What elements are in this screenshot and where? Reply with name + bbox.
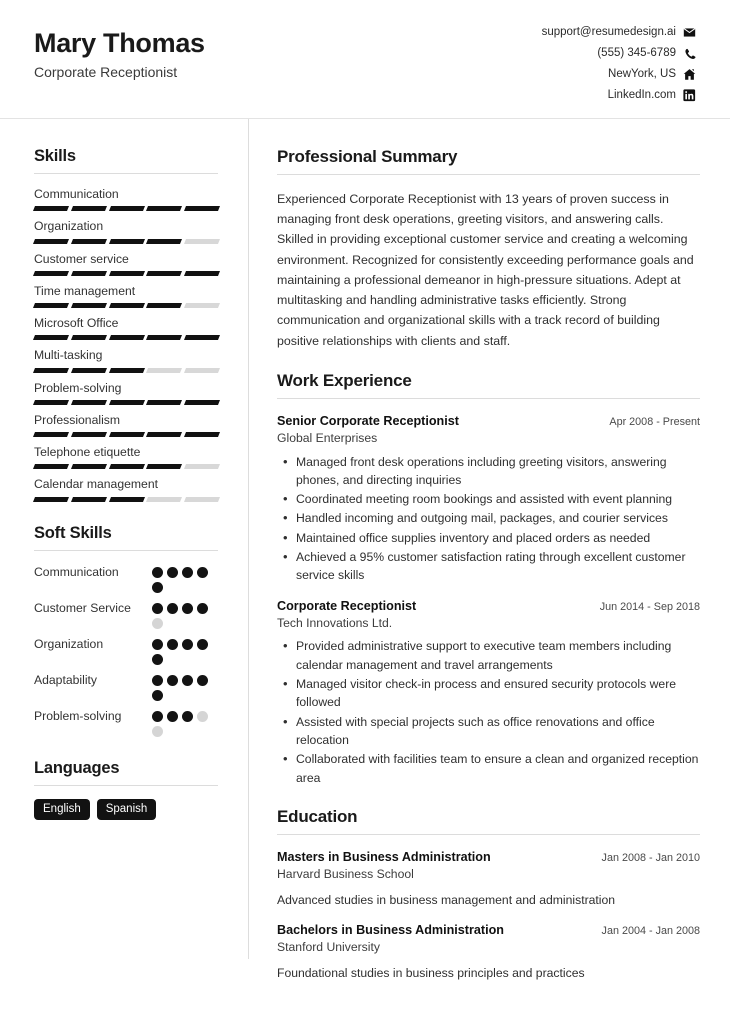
skill-level-bar bbox=[34, 497, 219, 502]
skills-list bbox=[34, 187, 218, 502]
soft-skill-label: Problem-solving bbox=[34, 708, 122, 723]
home-icon bbox=[683, 68, 696, 81]
experience-bullet: • Achieved a 95% customer satisfaction rating through excellent customer service skills bbox=[277, 548, 700, 585]
rating-dot bbox=[197, 567, 208, 578]
soft-skill-rating bbox=[152, 708, 218, 737]
rating-dot bbox=[152, 603, 163, 614]
experience-role: Senior Corporate Receptionist bbox=[277, 413, 459, 428]
skill-bar-segment bbox=[71, 464, 107, 469]
rating-dot bbox=[167, 603, 178, 614]
experience-bullet: • Managed front desk operations including greeting visitors, answering phones, and directing inquiries bbox=[277, 453, 700, 490]
skill-label: Telephone etiquette bbox=[34, 445, 141, 459]
contact-row[interactable] bbox=[542, 47, 696, 60]
experience-entry bbox=[277, 413, 700, 585]
sidebar bbox=[0, 119, 248, 1002]
skill-bar-segment bbox=[109, 432, 145, 437]
skill-bar-segment bbox=[109, 497, 145, 502]
experience-dates: Jun 2014 - Sep 2018 bbox=[599, 600, 700, 613]
linkedin-icon bbox=[683, 89, 696, 102]
skill-bar-segment bbox=[146, 464, 182, 469]
rating-dot bbox=[152, 690, 163, 701]
entry-header bbox=[277, 598, 700, 614]
experience-bullet: • Provided administrative support to executive team members including calendar management and travel arrangements bbox=[277, 637, 700, 674]
skill-bar-segment bbox=[109, 206, 145, 211]
education-school: Harvard Business School bbox=[277, 867, 414, 882]
skill-bar-segment bbox=[33, 432, 69, 437]
experience-section bbox=[277, 371, 700, 787]
skill-label: Time management bbox=[34, 283, 136, 298]
rating-dot bbox=[182, 639, 193, 650]
skill-item bbox=[34, 413, 218, 437]
skill-level-bar bbox=[34, 335, 219, 340]
skill-level-bar bbox=[34, 400, 219, 405]
experience-role: Corporate Receptionist bbox=[277, 598, 417, 613]
rating-dot bbox=[152, 654, 163, 665]
skill-bar-segment bbox=[33, 400, 69, 405]
rating-dot bbox=[152, 567, 163, 578]
experience-bullets bbox=[277, 637, 700, 786]
skill-bar-segment bbox=[71, 497, 107, 502]
skill-bar-segment bbox=[33, 464, 69, 469]
skill-label: Communication bbox=[34, 187, 119, 201]
skill-bar-segment bbox=[109, 239, 145, 244]
education-dates: Jan 2004 - Jan 2008 bbox=[601, 924, 700, 937]
skill-item bbox=[34, 316, 218, 340]
experience-entry bbox=[277, 598, 700, 787]
rating-dot bbox=[182, 675, 193, 686]
rating-dot bbox=[167, 675, 178, 686]
education-heading: Education bbox=[277, 807, 700, 835]
skill-bar-segment bbox=[184, 497, 220, 502]
contact-text: LinkedIn.com bbox=[607, 88, 676, 101]
skill-bar-segment bbox=[184, 400, 220, 405]
summary-text: Experienced Corporate Receptionist with 13 years of proven success in managing front desk operations, greeting visitors, and answering calls. Skilled in providing exceptional customer service and creating a welcoming environment. Recognized for consistently exceeding performance goals and maintaining a professional demeanor in high-pressure situations. Adept at multitasking and handling administrative tasks efficiently. Strong communication and organizational skills with a track record of building positive relationships with clients and staff. bbox=[277, 192, 694, 348]
experience-bullets bbox=[277, 453, 700, 585]
soft-skill-label: Organization bbox=[34, 636, 104, 651]
experience-heading: Work Experience bbox=[277, 371, 700, 399]
soft-skill-rating bbox=[152, 564, 218, 593]
rating-dot bbox=[182, 603, 193, 614]
contact-row[interactable] bbox=[542, 26, 696, 39]
skill-item bbox=[34, 187, 218, 211]
skill-level-bar bbox=[34, 206, 219, 211]
skill-item bbox=[34, 219, 218, 243]
skill-bar-segment bbox=[109, 464, 145, 469]
education-list bbox=[277, 849, 700, 982]
rating-dot bbox=[152, 675, 163, 686]
skill-bar-segment bbox=[109, 271, 145, 276]
skill-bar-segment bbox=[146, 239, 182, 244]
skill-bar-segment bbox=[184, 432, 220, 437]
rating-dot bbox=[197, 711, 208, 722]
soft-skill-label: Communication bbox=[34, 564, 119, 579]
rating-dot bbox=[152, 639, 163, 650]
experience-organization: Tech Innovations Ltd. bbox=[277, 616, 393, 631]
education-degree: Masters in Business Administration bbox=[277, 849, 491, 864]
skill-item bbox=[34, 252, 218, 276]
skill-bar-segment bbox=[146, 368, 182, 373]
soft-skill-item bbox=[34, 672, 218, 701]
skill-item bbox=[34, 445, 218, 469]
experience-bullet: • Handled incoming and outgoing mail, packages, and courier services bbox=[277, 509, 700, 527]
entry-header bbox=[277, 922, 700, 938]
experience-bullet: • Maintained office supplies inventory and placed orders as needed bbox=[277, 529, 700, 547]
skill-bar-segment bbox=[71, 206, 107, 211]
header-job-title: Corporate Receptionist bbox=[34, 64, 178, 81]
rating-dot bbox=[167, 567, 178, 578]
soft-skill-rating bbox=[152, 636, 218, 665]
skill-bar-segment bbox=[71, 303, 107, 308]
skill-item bbox=[34, 477, 218, 501]
skills-heading: Skills bbox=[34, 147, 218, 174]
summary-section bbox=[277, 147, 700, 351]
experience-organization: Global Enterprises bbox=[277, 431, 378, 446]
soft-skills-list bbox=[34, 564, 218, 737]
skill-bar-segment bbox=[109, 303, 145, 308]
soft-skill-rating bbox=[152, 600, 218, 629]
skill-item bbox=[34, 348, 218, 372]
languages-list bbox=[34, 799, 218, 821]
rating-dot bbox=[182, 711, 193, 722]
skill-bar-segment bbox=[33, 497, 69, 502]
soft-skill-item bbox=[34, 708, 218, 737]
skill-bar-segment bbox=[184, 464, 220, 469]
skill-level-bar bbox=[34, 303, 219, 308]
entry-header bbox=[277, 849, 700, 865]
experience-bullet: • Collaborated with facilities team to ensure a clean and organized reception area bbox=[277, 750, 700, 787]
skill-level-bar bbox=[34, 464, 219, 469]
skill-bar-segment bbox=[71, 400, 107, 405]
skill-label: Customer service bbox=[34, 251, 129, 266]
soft-skill-label: Adaptability bbox=[34, 672, 98, 687]
rating-dot bbox=[197, 639, 208, 650]
education-degree: Bachelors in Business Administration bbox=[277, 922, 504, 937]
soft-skill-item bbox=[34, 564, 218, 593]
skill-bar-segment bbox=[184, 303, 220, 308]
skill-level-bar bbox=[34, 271, 219, 276]
education-description: Advanced studies in business management and administration bbox=[277, 892, 616, 907]
languages-section bbox=[34, 759, 218, 821]
contact-text: NewYork, US bbox=[608, 67, 676, 80]
skill-bar-segment bbox=[184, 239, 220, 244]
main-content bbox=[249, 119, 730, 1002]
page-title: Mary Thomas bbox=[34, 28, 205, 58]
language-chip: English bbox=[34, 799, 90, 821]
experience-bullet: • Managed visitor check-in process and ensured security protocols were followed bbox=[277, 675, 700, 712]
rating-dot bbox=[152, 711, 163, 722]
skill-item bbox=[34, 284, 218, 308]
skill-bar-segment bbox=[184, 271, 220, 276]
skill-bar-segment bbox=[71, 271, 107, 276]
skill-bar-segment bbox=[33, 206, 69, 211]
education-entry bbox=[277, 922, 700, 982]
skill-bar-segment bbox=[146, 335, 182, 340]
skill-bar-segment bbox=[184, 206, 220, 211]
header-identity bbox=[34, 22, 205, 80]
skill-bar-segment bbox=[33, 335, 69, 340]
soft-skill-item bbox=[34, 636, 218, 665]
skill-label: Microsoft Office bbox=[34, 316, 119, 330]
rating-dot bbox=[182, 567, 193, 578]
education-section bbox=[277, 807, 700, 982]
rating-dot bbox=[167, 639, 178, 650]
skill-bar-segment bbox=[146, 206, 182, 211]
contact-row[interactable] bbox=[542, 68, 696, 81]
rating-dot bbox=[152, 582, 163, 593]
skill-item bbox=[34, 381, 218, 405]
education-description: Foundational studies in business principles and practices bbox=[277, 965, 585, 980]
soft-skill-item bbox=[34, 600, 218, 629]
rating-dot bbox=[152, 618, 163, 629]
skill-bar-segment bbox=[109, 400, 145, 405]
skill-bar-segment bbox=[184, 368, 220, 373]
rating-dot bbox=[167, 711, 178, 722]
skill-label: Calendar management bbox=[34, 477, 158, 492]
experience-list bbox=[277, 413, 700, 787]
resume-body bbox=[0, 119, 730, 1002]
skill-bar-segment bbox=[146, 400, 182, 405]
skill-bar-segment bbox=[146, 271, 182, 276]
experience-dates: Apr 2008 - Present bbox=[609, 415, 700, 428]
contact-text: support@resumedesign.ai bbox=[541, 25, 676, 38]
contact-text: (555) 345-6789 bbox=[597, 46, 676, 59]
skill-label: Professionalism bbox=[34, 412, 121, 427]
skill-bar-segment bbox=[146, 303, 182, 308]
skill-label: Organization bbox=[34, 219, 104, 234]
resume-header bbox=[0, 0, 730, 119]
skill-bar-segment bbox=[33, 368, 69, 373]
rating-dot bbox=[197, 675, 208, 686]
phone-icon bbox=[683, 47, 696, 60]
soft-skills-heading: Soft Skills bbox=[34, 524, 218, 551]
experience-bullet: • Assisted with special projects such as office renovations and office relocation bbox=[277, 713, 700, 750]
education-dates: Jan 2008 - Jan 2010 bbox=[601, 851, 700, 864]
skill-label: Problem-solving bbox=[34, 380, 122, 395]
experience-bullet: • Coordinated meeting room bookings and assisted with event planning bbox=[277, 490, 700, 508]
skill-bar-segment bbox=[109, 335, 145, 340]
entry-header bbox=[277, 413, 700, 429]
skill-bar-segment bbox=[33, 303, 69, 308]
skill-bar-segment bbox=[33, 271, 69, 276]
rating-dot bbox=[152, 726, 163, 737]
skill-bar-segment bbox=[71, 239, 107, 244]
contact-row[interactable] bbox=[542, 89, 696, 102]
skill-bar-segment bbox=[184, 335, 220, 340]
education-entry bbox=[277, 849, 700, 909]
skill-level-bar bbox=[34, 368, 219, 373]
languages-heading: Languages bbox=[34, 759, 218, 786]
skill-bar-segment bbox=[33, 239, 69, 244]
skills-section bbox=[34, 147, 218, 502]
skill-label: Multi-tasking bbox=[34, 348, 103, 363]
skill-bar-segment bbox=[71, 432, 107, 437]
skill-bar-segment bbox=[109, 368, 145, 373]
skill-bar-segment bbox=[146, 432, 182, 437]
soft-skills-section bbox=[34, 524, 218, 737]
contact-list bbox=[542, 22, 696, 102]
skill-level-bar bbox=[34, 239, 219, 244]
skill-bar-segment bbox=[146, 497, 182, 502]
language-chip: Spanish bbox=[97, 799, 157, 821]
envelope-icon bbox=[683, 26, 696, 39]
summary-heading: Professional Summary bbox=[277, 147, 700, 175]
rating-dot bbox=[197, 603, 208, 614]
skill-bar-segment bbox=[71, 335, 107, 340]
skill-level-bar bbox=[34, 432, 219, 437]
education-school: Stanford University bbox=[277, 940, 380, 955]
soft-skill-label: Customer Service bbox=[34, 600, 131, 615]
soft-skill-rating bbox=[152, 672, 218, 701]
skill-bar-segment bbox=[71, 368, 107, 373]
